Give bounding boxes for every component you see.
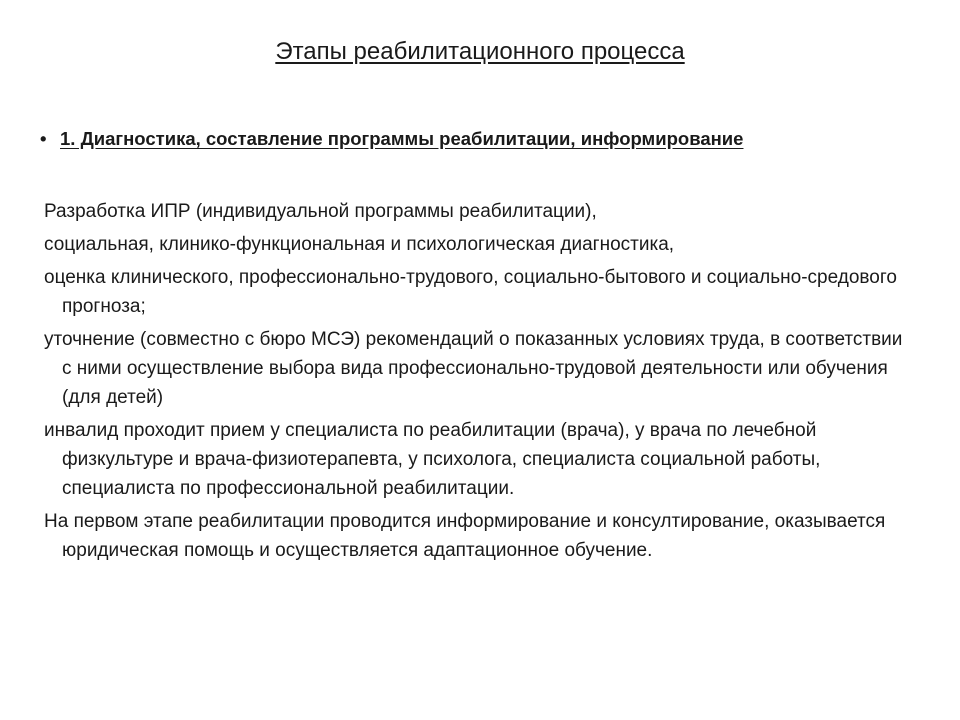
paragraph: оценка клинического, профессионально-трудового, социально-бытового и социально-средового прогноза; [44,267,897,317]
paragraph: социальная, клинико-функциональная и психологическая диагностика, [44,234,675,255]
bullet-heading: 1. Диагностика, составление программы реабилитации, информирование [60,128,744,149]
paragraph: инвалид проходит прием у специалиста по реабилитации (врача), у врача по лечебной физкультуре и врача-физиотерапевта, у психолога, специалиста социальной работы, специалиста по профессиональной реабилитации. [44,420,821,499]
paragraph: уточнение (совместно с бюро МСЭ) рекомендаций о показанных условиях труда, в соответствии с ними осуществление выбора вида профессионально-трудовой деятельности или обучения (для детей) [44,329,903,408]
bullet-marker: • [40,128,47,149]
bullet-item [40,128,920,150]
paragraph: На первом этапе реабилитации проводится информирование и консултирование, оказывается юридическая помощь и осуществляется адаптационное обучение. [44,511,886,561]
paragraph: Разработка ИПР (индивидуальной программы реабилитации), [44,201,597,222]
content-body [44,197,914,569]
slide-title: Этапы реабилитационного процесса [275,38,685,65]
